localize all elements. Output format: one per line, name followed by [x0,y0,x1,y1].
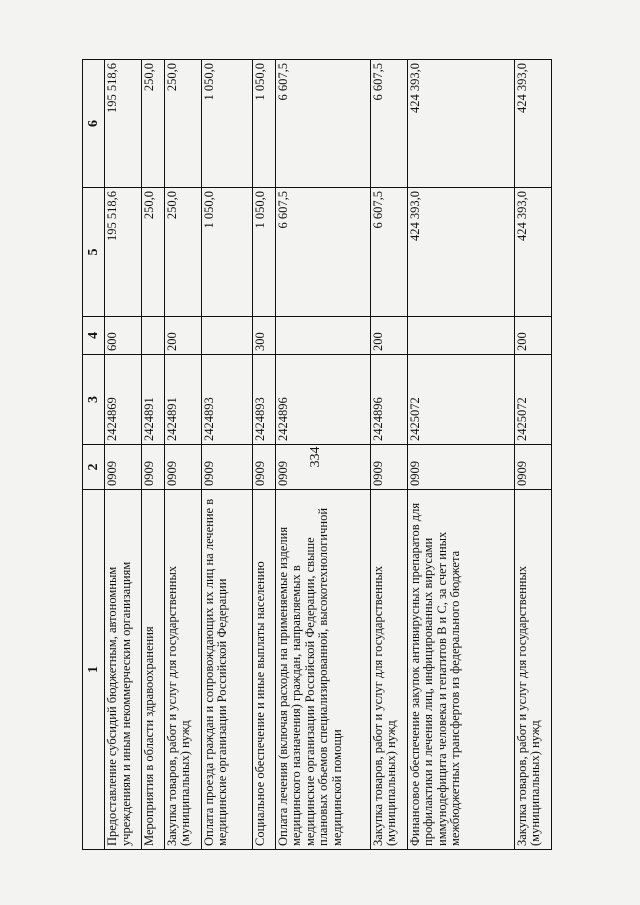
table-row [201,60,252,850]
row-value-6: 6 607,5 [370,60,407,188]
row-type [142,317,165,355]
row-section: 0909 [142,445,165,490]
row-value-5: 424 393,0 [514,188,551,317]
page-number: 334 [308,446,323,468]
row-value-5: 1 050,0 [253,188,276,317]
row-type [201,317,252,355]
row-name: Оплата лечения (включая расходы на применяемые изделия медицинского назначения) граждан, направляемых в медицинские организации Российской Федерации, свыше плановых объемов специализированной, высокотехнологичной медицинской помощи [275,490,370,850]
row-article: 2424893 [201,355,252,445]
row-article: 2424893 [253,355,276,445]
row-article: 2424896 [370,355,407,445]
row-value-5: 250,0 [164,188,201,317]
rotated-table-container [82,60,552,850]
table-row [253,60,276,850]
table-row [407,60,514,850]
table-row [105,60,142,850]
row-name: Закупка товаров, работ и услуг для государственных (муниципальных) нужд [164,490,201,850]
row-value-6: 6 607,5 [275,60,370,188]
row-section: 0909 [164,445,201,490]
row-article: 2424891 [142,355,165,445]
row-article: 2425072 [514,355,551,445]
table-row [514,60,551,850]
row-value-5: 195 518,6 [105,188,142,317]
header-row [83,60,105,850]
row-name: Социальное обеспечение и иные выплаты населению [253,490,276,850]
row-value-5: 250,0 [142,188,165,317]
row-section: 0909 [253,445,276,490]
row-value-6: 424 393,0 [407,60,514,188]
row-type [407,317,514,355]
row-section: 0909 [201,445,252,490]
row-type: 200 [370,317,407,355]
row-value-6: 424 393,0 [514,60,551,188]
row-value-5: 6 607,5 [370,188,407,317]
row-section: 0909 [407,445,514,490]
row-value-6: 250,0 [142,60,165,188]
row-section: 0909 [514,445,551,490]
row-value-5: 1 050,0 [201,188,252,317]
row-type [275,317,370,355]
row-name: Предоставление субсидий бюджетным, автономным учреждениям и иным некоммерческим организациям [105,490,142,850]
table-wrapper [82,60,552,850]
row-type: 200 [164,317,201,355]
row-type: 200 [514,317,551,355]
row-value-5: 6 607,5 [275,188,370,317]
row-value-6: 195 518,6 [105,60,142,188]
row-article: 2425072 [407,355,514,445]
row-name: Закупка товаров, работ и услуг для государственных (муниципальных) нужд [514,490,551,850]
row-article: 2424891 [164,355,201,445]
row-type: 300 [253,317,276,355]
row-section: 0909 [370,445,407,490]
row-article: 2424896 [275,355,370,445]
row-value-5: 424 393,0 [407,188,514,317]
row-value-6: 1 050,0 [253,60,276,188]
row-section: 0909 [105,445,142,490]
table-row [275,60,370,850]
header-col-5: 5 [83,188,105,317]
header-col-3: 3 [83,355,105,445]
table-row [142,60,165,850]
row-section: 0909 [275,445,370,490]
row-type: 600 [105,317,142,355]
row-name: Закупка товаров, работ и услуг для государственных (муниципальных) нужд [370,490,407,850]
header-col-2: 2 [83,445,105,490]
table-row [370,60,407,850]
row-name: Оплата проезда граждан и сопровождающих их лиц на лечение в медицинские организации Российской Федерации [201,490,252,850]
row-name: Финансовое обеспечение закупок антивирусных препаратов для профилактики и лечения лиц, инфицированных вирусами иммунодефицита человека и гепатитов В и С, за счет иных межбюджетных трансфертов из федерального бюджета [407,490,514,850]
header-col-6: 6 [83,60,105,188]
row-value-6: 250,0 [164,60,201,188]
header-col-1: 1 [83,490,105,850]
table-row [164,60,201,850]
row-article: 2424869 [105,355,142,445]
budget-table [82,59,552,850]
table-body [105,60,552,850]
row-name: Мероприятия в области здравоохранения [142,490,165,850]
header-col-4: 4 [83,317,105,355]
row-value-6: 1 050,0 [201,60,252,188]
